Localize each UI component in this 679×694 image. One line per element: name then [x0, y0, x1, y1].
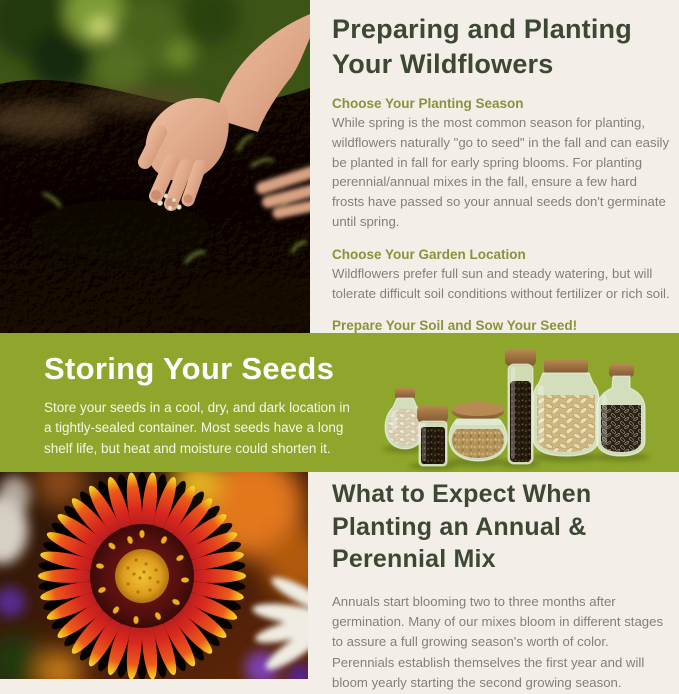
blanket-flower-illustration	[0, 472, 308, 679]
planting-season-heading: Choose Your Planting Season	[332, 96, 524, 112]
sowing-seeds-illustration	[0, 0, 310, 333]
storing-body: Store your seeds in a cool, dry, and dark location in a tightly-sealed container. Most seeds have a long shelf life, but heat and moisture could shorten it.	[44, 400, 350, 456]
jar-sunflower-seeds	[597, 364, 645, 456]
storing-section	[44, 351, 362, 459]
jar-pumpkin-seeds	[533, 359, 599, 456]
sowing-seeds-photo	[0, 0, 310, 333]
planting-season-body: While spring is the most common season for planting, wildflowers naturally "go to seed" in the fall and can easily be planted in fall for early spring blooms. For planting perennial/annual mixes in the fall, ensure a few hard frosts have passed so your annual seeds don't germinate until spring.	[332, 115, 670, 230]
prepare-soil-heading: Prepare Your Soil and Sow Your Seed!	[332, 318, 578, 334]
expect-section	[332, 478, 670, 694]
jar-tan-seeds	[449, 402, 507, 461]
garden-location-heading: Choose Your Garden Location	[332, 246, 526, 262]
seed-jars-illustration	[377, 333, 679, 472]
storing-title: Storing Your Seeds	[44, 351, 335, 386]
jar-dark-seeds-small	[417, 405, 448, 466]
expect-title: What to Expect When Planting an Annual & Perennial Mix	[332, 480, 592, 573]
blanket-flower-photo	[0, 472, 308, 679]
expect-body: Annuals start blooming two to three months after germination. Many of our mixes bloom in different stages to assure a full growing season's worth of color. Perennials establish themselves the first year and will bloom yearly starting the second growing season.	[332, 593, 664, 691]
jar-dark-seeds-tall	[505, 349, 536, 464]
garden-location-body: Wildflowers prefer full sun and steady watering, but will tolerate difficult soil conditions without fertilizer or rich soil.	[332, 265, 670, 301]
preparing-title: Preparing and Planting Your Wildflowers	[332, 14, 632, 79]
seed-jars-photo	[377, 333, 679, 472]
storing-seeds-band	[0, 333, 679, 472]
